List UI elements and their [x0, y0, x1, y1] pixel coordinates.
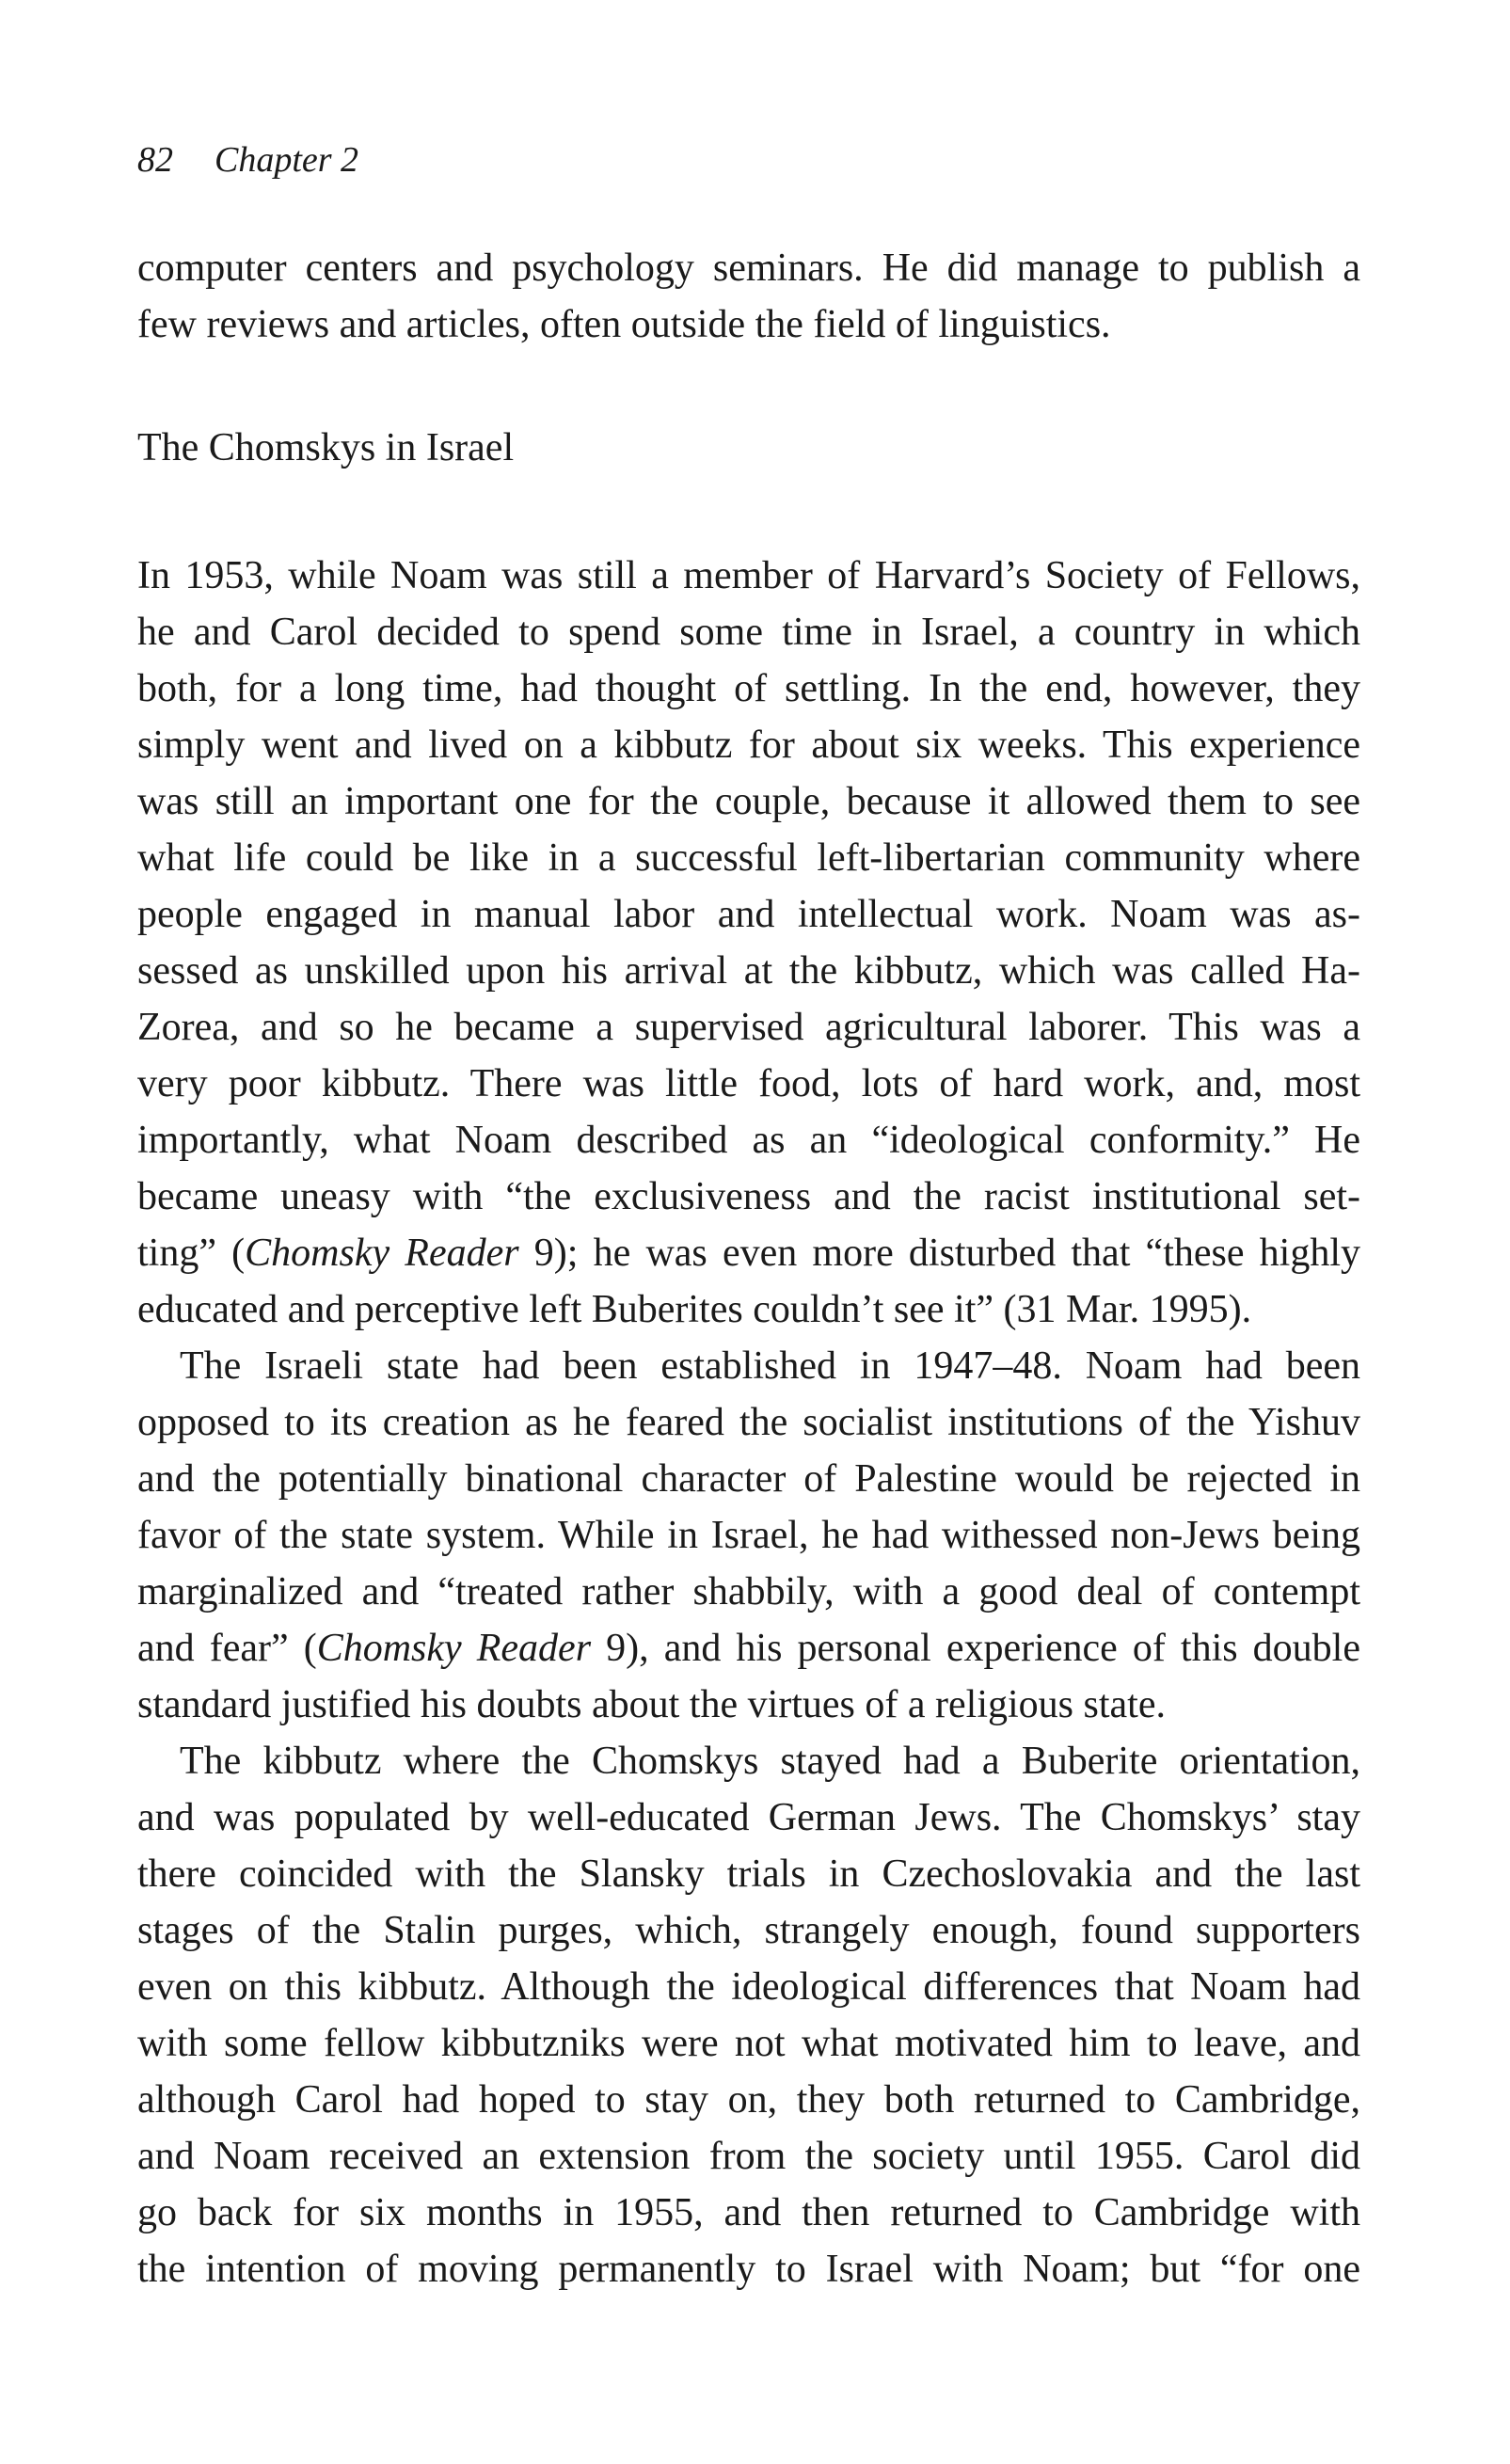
text-segment: 9), and his personal experience of this double	[591, 1627, 1360, 1670]
text-line: people engaged in manual labor and intellectual work. Noam was as-	[137, 893, 1360, 936]
text-line: the intention of moving permanently to Israel with Noam; but “for one	[137, 2248, 1360, 2291]
text-segment: 9); he was even more disturbed that “these highly	[518, 1232, 1361, 1275]
running-head	[137, 139, 358, 181]
text-line: Zorea, and so he became a supervised agricultural laborer. This was a	[137, 1006, 1360, 1049]
section-heading: The Chomskys in Israel	[137, 426, 515, 469]
paragraph-1	[137, 548, 1360, 1338]
chapter-title: Chapter 2	[215, 140, 359, 180]
text-line: even on this kibbutz. Although the ideological differences that Noam had	[137, 1965, 1360, 2009]
paragraph-2	[137, 1338, 1360, 1733]
text-line: go back for six months in 1955, and then returned to Cambridge with	[137, 2191, 1360, 2234]
page-number: 82	[137, 140, 173, 180]
text-line: he and Carol decided to spend some time in Israel, a country in which	[137, 611, 1360, 654]
text-line: stages of the Stalin purges, which, strangely enough, found supporters	[137, 1909, 1360, 1952]
text-line: favor of the state system. While in Israel, he had withessed non-Jews being	[137, 1514, 1360, 1557]
text-line: what life could be like in a successful left-libertarian community where	[137, 836, 1360, 880]
text-line-with-citation	[137, 1225, 1360, 1281]
text-segment: and fear” (	[137, 1627, 317, 1670]
text-line-with-citation	[137, 1620, 1360, 1677]
text-line: The Israeli state had been established in 1947–48. Noam had been	[180, 1344, 1360, 1388]
text-line: In 1953, while Noam was still a member of Harvard’s Society of Fellows,	[137, 554, 1360, 597]
text-line: very poor kibbutz. There was little food, lots of hard work, and, most	[137, 1062, 1360, 1105]
text-line: educated and perceptive left Buberites couldn’t see it” (31 Mar. 1995).	[137, 1288, 1252, 1331]
cited-title: Chomsky Reader	[316, 1627, 592, 1670]
text-line: marginalized and “treated rather shabbily, with a good deal of contempt	[137, 1570, 1360, 1614]
text-line: standard justified his doubts about the virtues of a religious state.	[137, 1683, 1166, 1726]
text-line: and Noam received an extension from the society until 1955. Carol did	[137, 2135, 1360, 2178]
text-segment: ting” (	[137, 1232, 246, 1275]
text-line: although Carol had hoped to stay on, they both returned to Cambridge,	[137, 2078, 1360, 2122]
text-line: was still an important one for the couple, because it allowed them to see	[137, 780, 1360, 823]
text-line: sessed as unskilled upon his arrival at the kibbutz, which was called Ha-	[137, 949, 1360, 993]
text-line: both, for a long time, had thought of settling. In the end, however, they	[137, 667, 1360, 710]
text-line: computer centers and psychology seminars. He did manage to publish a	[137, 246, 1360, 290]
text-line: The kibbutz where the Chomskys stayed had a Buberite orientation,	[180, 1740, 1360, 1783]
text-line: and the potentially binational character of Palestine would be rejected in	[137, 1457, 1360, 1501]
text-line: opposed to its creation as he feared the socialist institutions of the Yishuv	[137, 1401, 1360, 1444]
text-line: simply went and lived on a kibbutz for about six weeks. This experience	[137, 723, 1360, 767]
text-line: importantly, what Noam described as an “ideological conformity.” He	[137, 1119, 1360, 1162]
text-line: few reviews and articles, often outside the field of linguistics.	[137, 303, 1111, 346]
text-line: there coincided with the Slansky trials in Czechoslovakia and the last	[137, 1852, 1360, 1896]
text-line: and was populated by well-educated German Jews. The Chomskys’ stay	[137, 1796, 1360, 1839]
text-line: with some fellow kibbutzniks were not what motivated him to leave, and	[137, 2022, 1360, 2065]
paragraph-3	[137, 1733, 1360, 2297]
continued-paragraph	[137, 240, 1360, 353]
cited-title: Chomsky Reader	[245, 1232, 519, 1275]
text-line: became uneasy with “the exclusiveness and the racist institutional set-	[137, 1175, 1360, 1218]
